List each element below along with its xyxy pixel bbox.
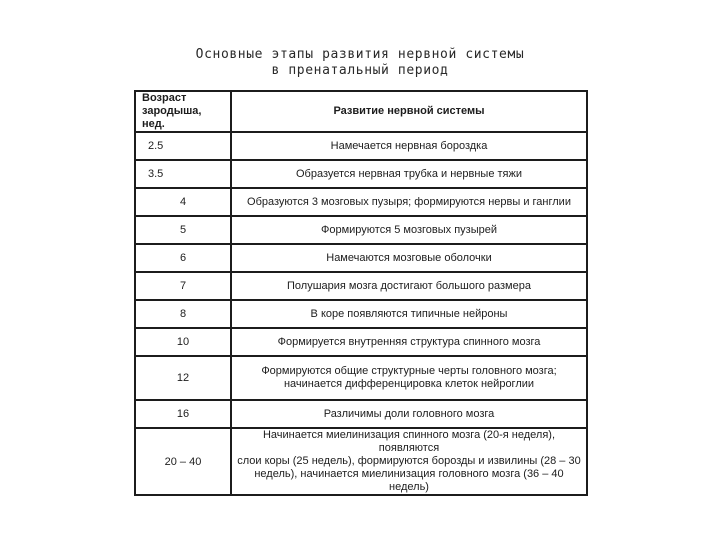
- description-cell: [231, 428, 587, 495]
- description-cell: Намечаются мозговые оболочки: [231, 244, 587, 272]
- age-cell: 4: [135, 188, 231, 216]
- age-cell: 20 – 40: [135, 428, 231, 495]
- table-row: [135, 356, 587, 400]
- table-row: [135, 300, 587, 328]
- title-line-2: в пренатальный период: [271, 63, 449, 78]
- age-cell: 10: [135, 328, 231, 356]
- header-age-line-1: Возраст: [142, 92, 187, 104]
- age-cell: 7: [135, 272, 231, 300]
- table-row: [135, 216, 587, 244]
- table-row: [135, 272, 587, 300]
- description-cell: Формируется внутренняя структура спинного мозга: [231, 328, 587, 356]
- table-row: [135, 328, 587, 356]
- description-cell: Полушария мозга достигают большого размера: [231, 272, 587, 300]
- age-cell: 6: [135, 244, 231, 272]
- header-age: [135, 91, 231, 132]
- description-cell: Формируются 5 мозговых пузырей: [231, 216, 587, 244]
- age-cell: 16: [135, 400, 231, 428]
- table-row: [135, 160, 587, 188]
- description-line-1: Формируются общие структурные черты головного мозга;: [261, 365, 557, 377]
- description-cell: Образуется нервная трубка и нервные тяжи: [231, 160, 587, 188]
- description-line-3: недель), начинается миелинизация головного мозга (36 – 40 недель): [254, 468, 564, 493]
- age-cell: 5: [135, 216, 231, 244]
- description-cell: Намечается нервная бороздка: [231, 132, 587, 160]
- header-development: Развитие нервной системы: [231, 91, 587, 132]
- title-line-1: Основные этапы развития нервной системы: [195, 47, 525, 62]
- description-cell: Различимы доли головного мозга: [231, 400, 587, 428]
- description-line-2: начинается дифференцировка клеток нейроглии: [283, 378, 535, 390]
- description-line-1: Начинается миелинизация спинного мозга (20-я неделя), появляются: [262, 429, 556, 454]
- stages-table: [134, 90, 588, 496]
- table-row: [135, 132, 587, 160]
- table-row: [135, 244, 587, 272]
- description-cell: [231, 356, 587, 400]
- description-line-2: слои коры (25 недель), формируются борозды и извилины (28 – 30: [237, 455, 581, 467]
- description-cell: В коре появляются типичные нейроны: [231, 300, 587, 328]
- description-cell: Образуются 3 мозговых пузыря; формируются нервы и ганглии: [231, 188, 587, 216]
- header-age-line-2: зародыша, нед.: [142, 105, 202, 130]
- table-row: [135, 400, 587, 428]
- age-cell: 3.5: [135, 160, 231, 188]
- table-row: [135, 428, 587, 495]
- age-cell: 2.5: [135, 132, 231, 160]
- age-cell: 12: [135, 356, 231, 400]
- header-row: [135, 91, 587, 132]
- table-row: [135, 188, 587, 216]
- age-cell: 8: [135, 300, 231, 328]
